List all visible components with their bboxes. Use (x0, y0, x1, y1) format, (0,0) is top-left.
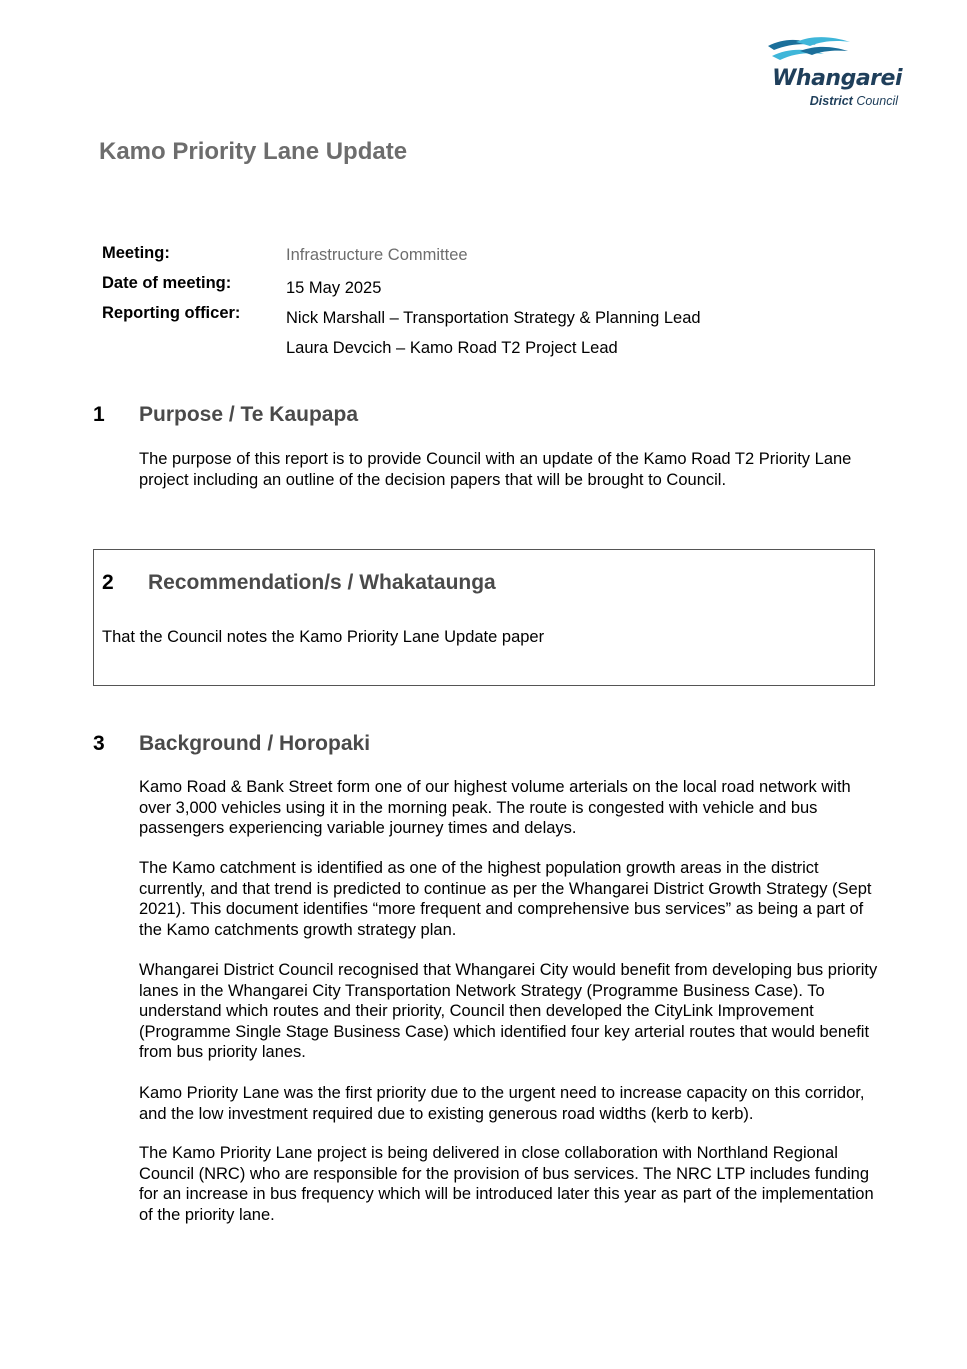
meta-row-meeting (102, 244, 862, 274)
meta-value: Laura Devcich – Kamo Road T2 Project Lead (286, 339, 618, 357)
section-number: 3 (93, 732, 105, 755)
meta-row-officer (102, 304, 862, 334)
section-heading-recommendation: Recommendation/s / Whakataunga (148, 571, 496, 594)
wave-logo-icon (766, 36, 852, 68)
section-number: 1 (93, 403, 105, 426)
background-paragraph: The Kamo Priority Lane project is being delivered in close collaboration with Northland Regional Council (NRC) who are responsible for the provision of bus services. The NRC LTP includes funding for an increase in bus frequency which will be introduced later this year as part of the implementation of the priority lane. (139, 1144, 874, 1224)
logo-subtitle: District Council (809, 94, 898, 108)
recommendation-text: That the Council notes the Kamo Priority Lane Update paper (102, 628, 545, 646)
meta-value: 15 May 2025 (286, 279, 382, 297)
background-paragraph: Kamo Road & Bank Street form one of our highest volume arterials on the local road network with over 3,000 vehicles using it in the morning peak. The route is congested with vehicle and bus passengers experiencing variable journey times and delays. (139, 778, 851, 837)
meta-row-officer-2 (102, 334, 862, 364)
council-logo (762, 36, 907, 116)
meta-value: Infrastructure Committee (286, 246, 468, 264)
background-paragraph: Kamo Priority Lane was the first priority due to the urgent need to increase capacity on this corridor, and the low investment required due to existing generous road widths (kerb to kerb). (139, 1084, 865, 1123)
section-number: 2 (102, 571, 114, 594)
section-heading-background: Background / Horopaki (139, 732, 371, 755)
background-paragraph: The Kamo catchment is identified as one of the highest population growth areas in the district currently, and that trend is predicted to continue as per the Whangarei District Growth Strategy (Sept 2021). This document identifies “more frequent and comprehensive bus services” as being a part of the Kamo catchments growth strategy plan. (139, 859, 872, 939)
section-heading-purpose: Purpose / Te Kaupapa (139, 403, 358, 426)
logo-brand-text: Whangarei (772, 66, 902, 91)
background-paragraph: Whangarei District Council recognised that Whangarei City would benefit from developing bus priority lanes in the Whangarei City Transportation Network Strategy (Programme Business Case). To understand which routes and their priority, Council then developed the CityLink Improvement (Programme Single Stage Business Case) which identified four key arterial routes that would benefit from bus priority lanes. (139, 961, 878, 1061)
recommendation-box (93, 549, 875, 686)
meta-label: Meeting: (102, 244, 170, 262)
meta-label: Date of meeting: (102, 274, 232, 292)
meta-value: Nick Marshall – Transportation Strategy & Planning Lead (286, 309, 701, 327)
document-title: Kamo Priority Lane Update (99, 138, 408, 165)
purpose-text: The purpose of this report is to provide Council with an update of the Kamo Road T2 Priority Lane project including an outline of the decision papers that will be brought to Council. (139, 450, 852, 489)
meta-row-date (102, 274, 862, 304)
meta-label: Reporting officer: (102, 304, 241, 322)
meeting-details (102, 244, 862, 364)
